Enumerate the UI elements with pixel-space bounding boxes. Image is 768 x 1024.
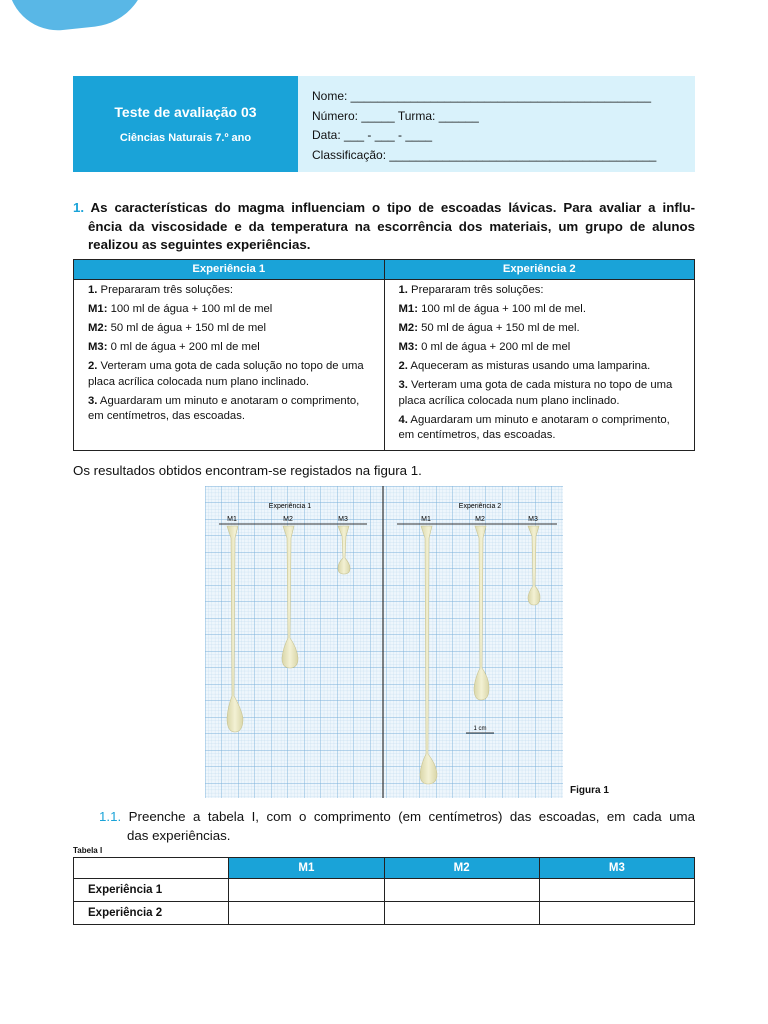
answer-cell-exp1-m3[interactable] xyxy=(539,879,694,902)
exp2-step: M1: 100 ml de água + 100 ml de mel. xyxy=(398,303,586,315)
results-text: Os resultados obtidos encontram-se registados na figura 1. xyxy=(73,463,422,478)
figure-1 xyxy=(205,486,563,798)
figure-exp1-label: Experiência 1 xyxy=(268,503,312,510)
column-m3: M3 xyxy=(539,858,694,879)
test-title: Teste de avaliação 03 xyxy=(114,104,257,120)
answer-cell-exp2-m2[interactable] xyxy=(384,902,539,925)
student-info-panel xyxy=(298,76,695,172)
experiment-1-procedure xyxy=(74,280,385,451)
flow-figure xyxy=(205,486,563,798)
column-m1: M1 xyxy=(229,858,384,879)
figure-exp2-label: Experiência 2 xyxy=(458,503,502,510)
column-m2: M2 xyxy=(384,858,539,879)
exp2-step: 1. Prepararam três soluções: xyxy=(398,284,544,296)
subquestion-line-1: Preenche a tabela I, com o comprimento (em centímetros) das escoadas, em cada uma xyxy=(128,809,695,824)
exp2-step: M3: 0 ml de água + 200 ml de mel xyxy=(398,341,571,353)
question-line-1: As características do magma influenciam o tipo de escoadas lávicas. Para avaliar a influ- xyxy=(90,200,695,215)
row-label-experiment-2: Experiência 2 xyxy=(74,902,229,925)
exp2-step: 2. Aqueceram as misturas usando uma lamparina. xyxy=(398,360,651,372)
subquestion-number: 1.1. xyxy=(99,809,122,824)
question-number: 1. xyxy=(73,200,85,215)
experiment-1-header: Experiência 1 xyxy=(74,260,385,280)
table-1-caption: Tabela I xyxy=(73,846,103,855)
exp2-m2-label: M2 xyxy=(475,516,485,523)
exp2-step: M2: 50 ml de água + 150 ml de mel. xyxy=(398,322,580,334)
answer-cell-exp2-m1[interactable] xyxy=(229,902,384,925)
experiment-2-header: Experiência 2 xyxy=(384,260,695,280)
exp2-m1-label: M1 xyxy=(421,516,431,523)
question-line-2: ência da viscosidade e da temperatura na escorrência dos materiais, um grupo de alunos xyxy=(88,218,695,234)
exp2-step: 4. Aguardaram um minuto e anotaram o comprimento, em centímetros, das escoadas. xyxy=(398,413,670,441)
exp1-step: M3: 0 ml de água + 200 ml de mel xyxy=(88,341,260,353)
exp1-step: 2. Verteram uma gota de cada solução no topo de uma placa acrílica colocada num plano inclinado. xyxy=(88,360,364,388)
experiments-table xyxy=(73,259,695,451)
decorative-blob xyxy=(7,0,152,35)
subquestion-1-1 xyxy=(73,808,695,845)
date-field[interactable]: Data: ___ - ___ - ____ xyxy=(312,128,433,142)
table-corner-cell xyxy=(74,858,229,879)
question-line-3: realizou as seguintes experiências. xyxy=(88,237,311,252)
exp1-step: M1: 100 ml de água + 100 ml de mel xyxy=(88,303,273,315)
question-1 xyxy=(73,199,695,255)
grade-field[interactable]: Classificação: ________________________________________ xyxy=(312,147,657,162)
scale-label: 1 cm xyxy=(473,726,487,732)
exp1-m1-label: M1 xyxy=(227,516,237,523)
exp1-m3-label: M3 xyxy=(338,516,348,523)
exp2-step: 3. Verteram uma gota de cada mistura no topo de uma placa acrílica colocada num plano inclinado. xyxy=(398,379,673,407)
exp1-m2-label: M2 xyxy=(283,516,293,523)
answer-cell-exp2-m3[interactable] xyxy=(539,902,694,925)
answer-cell-exp1-m2[interactable] xyxy=(384,879,539,902)
exp1-step: 1. Prepararam três soluções: xyxy=(88,284,234,296)
exp1-step: M2: 50 ml de água + 150 ml de mel xyxy=(88,322,267,334)
number-class-field[interactable]: Número: _____ Turma: ______ xyxy=(312,108,479,123)
name-field[interactable]: Nome: _____________________________________________ xyxy=(312,89,651,103)
table-row xyxy=(74,902,695,925)
row-label-experiment-1: Experiência 1 xyxy=(74,879,229,902)
exp1-step: 3. Aguardaram um minuto e anotaram o comprimento, em centímetros, das escoadas. xyxy=(88,394,360,422)
graph-paper-grid xyxy=(205,486,563,798)
results-table xyxy=(73,857,695,925)
figure-caption: Figura 1 xyxy=(570,785,609,796)
experiment-2-procedure xyxy=(384,280,695,451)
test-subtitle: Ciências Naturais 7.º ano xyxy=(119,132,252,144)
test-header xyxy=(73,76,695,172)
exp2-m3-label: M3 xyxy=(528,516,538,523)
table-row xyxy=(74,879,695,902)
test-title-panel xyxy=(73,76,298,172)
answer-cell-exp1-m1[interactable] xyxy=(229,879,384,902)
subquestion-line-2: das experiências. xyxy=(127,827,231,843)
